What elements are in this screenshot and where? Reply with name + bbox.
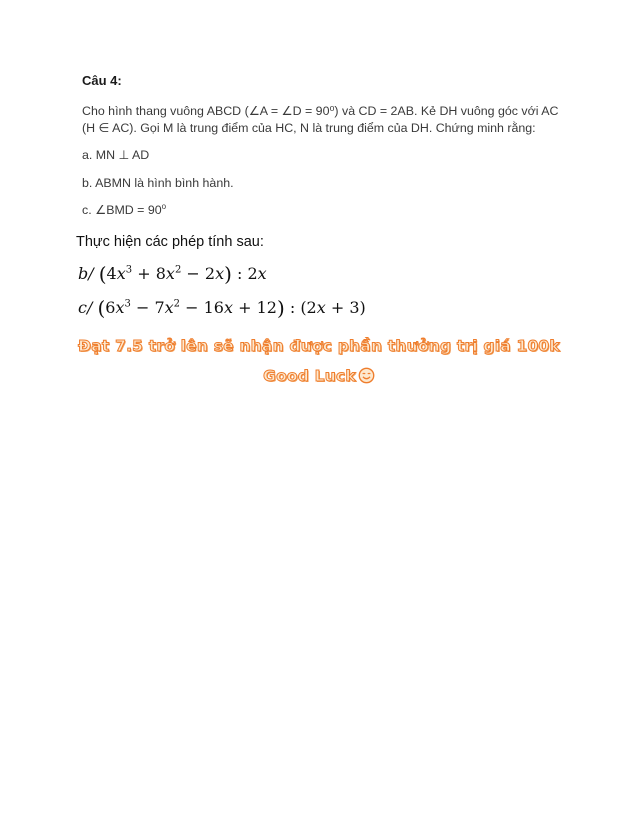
- paren-open: (: [97, 296, 106, 320]
- reward-text: Đạt 7.5 trở lên sẽ nhận được phần thưởng trị giá 100k: [78, 337, 560, 355]
- smiley-face-icon: [358, 367, 375, 384]
- paren-close: ): [276, 296, 285, 320]
- expression-b: b/ $(4x^3 + 8x^2 - 2x)$ : 2x: [78, 262, 267, 286]
- expr-c-c3: − 16: [180, 298, 224, 317]
- expr-c-divisor-close: + 3): [325, 298, 366, 317]
- paren-close: ): [224, 262, 232, 286]
- expr-b-divisor: : 2: [231, 264, 258, 283]
- expr-b-c1: 4: [106, 264, 117, 283]
- exercise-title: Thực hiện các phép tính sau:: [76, 234, 264, 250]
- expr-c-c2: − 7: [130, 298, 165, 317]
- expr-c-label: c/: [78, 298, 93, 317]
- expr-b-c3: − 2: [181, 264, 216, 283]
- expr-c-c1: 6: [105, 298, 116, 317]
- question-item-c-text: c. ∠BMD = 90: [82, 203, 162, 218]
- expression-c: c/ $(6x^3 - 7x^2 - 16x + 12)$ : (2x + 3): [78, 296, 366, 320]
- question-item-b: b. ABMN là hình bình hành.: [82, 176, 234, 190]
- good-luck-line: [0, 367, 638, 385]
- expr-b-c2: + 8: [132, 264, 166, 283]
- question-item-c: [82, 202, 166, 217]
- paren-open: (: [98, 262, 107, 286]
- question-body: Cho hình thang vuông ABCD (∠A = ∠D = 90⁰) và CD = 2AB. Kẻ DH vuông góc với AC (H ∈ AC). Gọi M là trung điểm của HC, N là trung điểm của DH. Chứng minh rằng:: [82, 104, 559, 135]
- question-heading: Câu 4:: [82, 73, 122, 88]
- good-luck-text: Good Luck: [263, 367, 356, 385]
- degree-sup: o: [161, 202, 167, 211]
- expr-c-c4: + 12: [233, 298, 277, 317]
- expr-b-label: b/: [78, 264, 94, 283]
- question-item-a: a. MN ⊥ AD: [82, 148, 150, 162]
- expr-c-divisor-open: : (2: [284, 298, 317, 317]
